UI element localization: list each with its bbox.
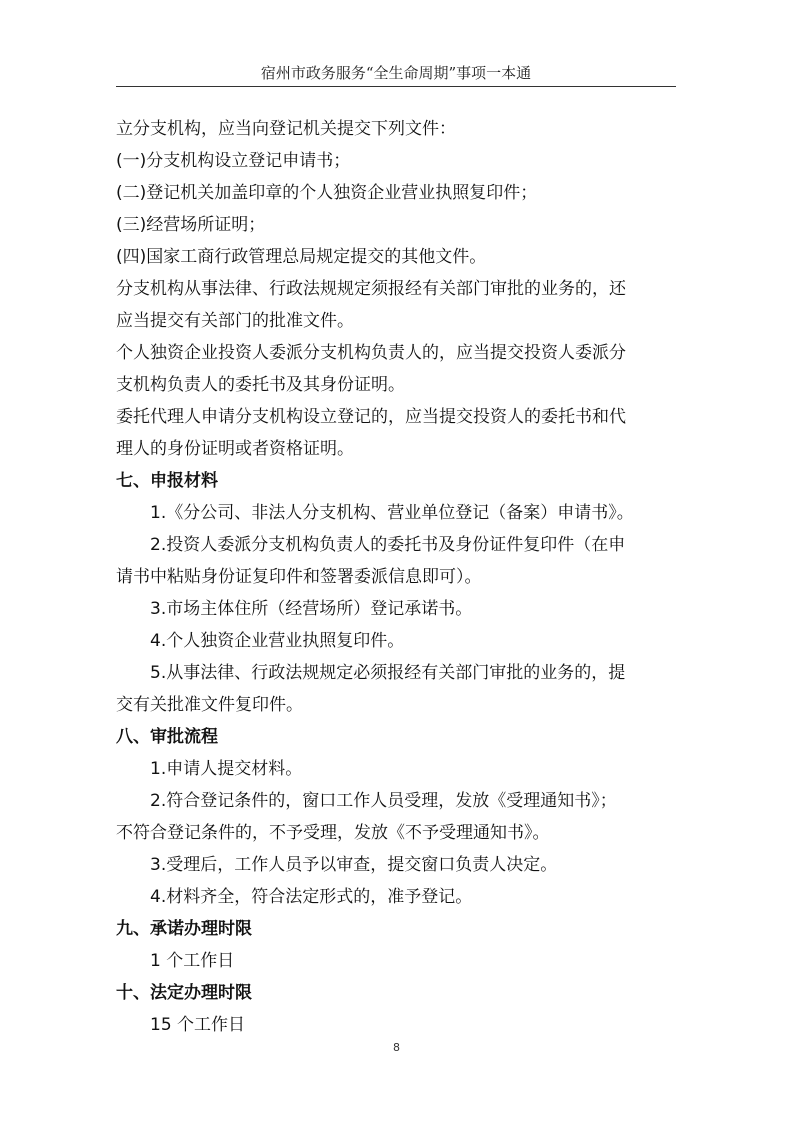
header-divider (116, 86, 676, 87)
text-line: (二)登记机关加盖印章的个人独资企业营业执照复印件； (116, 183, 538, 203)
section-heading: 十、法定办理时限 (116, 983, 252, 1003)
text-line: (三)经营场所证明； (116, 215, 266, 235)
text-line: (四)国家工商行政管理总局规定提交的其他文件。 (116, 247, 487, 267)
document-body (116, 113, 686, 1041)
section-heading: 九、承诺办理时限 (116, 919, 252, 939)
text-line: 分支机构从事法律、行政法规规定须报经有关部门审批的业务的，还 (116, 279, 626, 299)
text-line: 2.投资人委派分支机构负责人的委托书及身份证件复印件（在申 (150, 535, 626, 555)
section-heading: 八、审批流程 (116, 727, 218, 747)
text-line: 请书中粘贴身份证复印件和签署委派信息即可）。 (116, 567, 482, 587)
text-line: 5.从事法律、行政法规规定必须报经有关部门审批的业务的，提 (150, 663, 626, 683)
text-line: 1.《分公司、非法人分支机构、营业单位登记（备案）申请书》。 (150, 503, 634, 523)
text-line: 2.符合登记条件的，窗口工作人员受理，发放《受理通知书》； (150, 791, 617, 811)
section-heading: 七、申报材料 (116, 471, 218, 491)
text-line: 4.材料齐全，符合法定形式的，准予登记。 (150, 887, 473, 907)
text-line: 立分支机构，应当向登记机关提交下列文件： (116, 119, 456, 139)
text-line: 3.市场主体住所（经营场所）登记承诺书。 (150, 599, 473, 619)
text-line: (一)分支机构设立登记申请书； (116, 151, 351, 171)
page-header-title: 宿州市政务服务“全生命周期”事项一本通 (260, 64, 532, 82)
text-line: 3.受理后，工作人员予以审查，提交窗口负责人决定。 (150, 855, 558, 875)
text-line: 理人的身份证明或者资格证明。 (116, 439, 354, 459)
text-line: 委托代理人申请分支机构设立登记的，应当提交投资人的委托书和代 (116, 407, 626, 427)
page-number: 8 (393, 1041, 400, 1054)
text-line: 交有关批准文件复印件。 (116, 695, 303, 715)
text-line: 1.申请人提交材料。 (150, 759, 303, 779)
text-line: 15 个工作日 (150, 1015, 246, 1035)
text-line: 4.个人独资企业营业执照复印件。 (150, 631, 405, 651)
text-line: 1 个工作日 (150, 951, 235, 971)
text-line: 不符合登记条件的，不予受理，发放《不予受理通知书》。 (116, 823, 550, 843)
text-line: 应当提交有关部门的批准文件。 (116, 311, 354, 331)
text-line: 个人独资企业投资人委派分支机构负责人的，应当提交投资人委派分 (116, 343, 626, 363)
text-line: 支机构负责人的委托书及其身份证明。 (116, 375, 405, 395)
